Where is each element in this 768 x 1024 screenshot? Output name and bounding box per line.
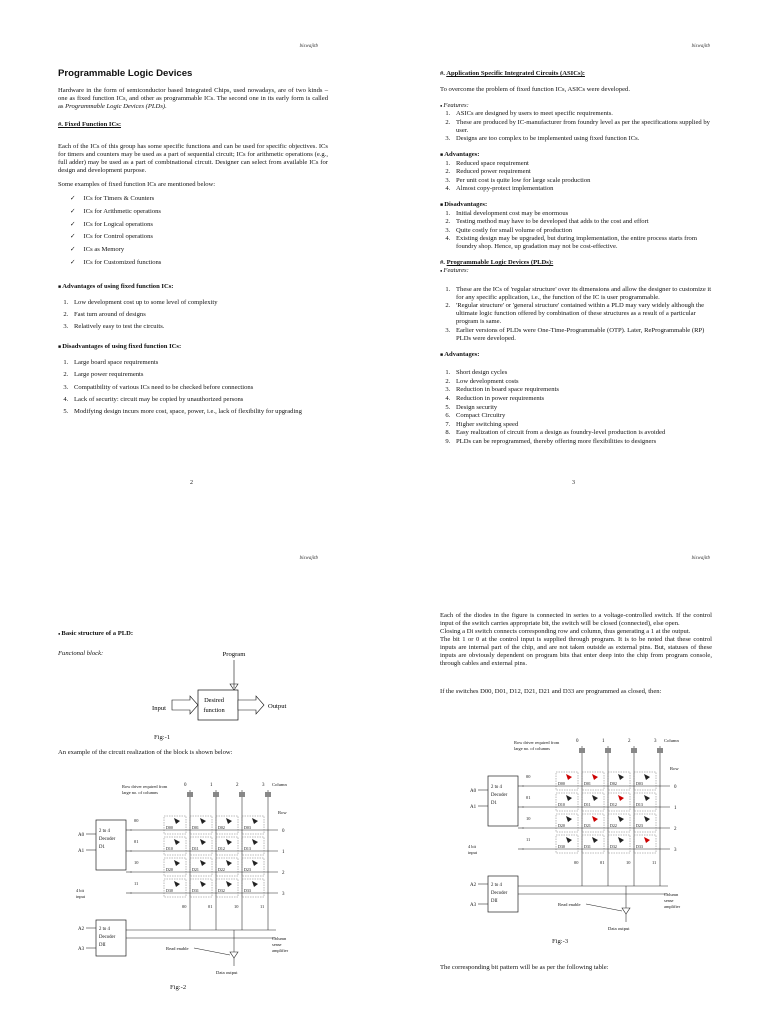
list-item: 1. ASICs are designed by users to meet specific requirements. [452,110,712,118]
diode-symbol [226,839,232,845]
diode-label: D01 [192,825,199,830]
row-driver [265,792,271,797]
column-number: 0 [184,783,187,788]
function-box [198,690,238,720]
row-number: 2 [674,827,677,832]
data-output-label: Data output [216,970,238,975]
list-item: 3. Designs are too complex to be implemented using fixed function ICs. [452,135,712,143]
diode-label: D13 [636,802,643,807]
input-label: A2 [470,883,477,888]
row-driver [657,748,663,753]
sense-label: Column [272,936,287,941]
row-driver-label: large no. of columns [122,790,159,795]
fig2-caption: Fig:-2 [170,984,187,991]
asic-advantages-list [452,160,712,194]
wire [194,948,230,955]
example-line: An example of the circuit realization of the block is shown below: [58,749,233,756]
diode-label: D31 [192,888,199,893]
diode-symbol [618,774,624,780]
pld-circuit-diagram-fig3 [468,736,706,932]
column-code: 00 [182,904,187,909]
output-arrow [238,696,264,714]
row-driver [605,748,611,753]
list-item: ✓ ICs for Timers & Counters [70,195,328,203]
column-code: 00 [574,860,579,865]
diode-label: D00 [166,825,173,830]
diode-symbol [252,818,258,824]
advantages-list [70,299,328,331]
sense-label: sense [664,898,674,903]
fig3-caption: Fig:-3 [552,938,569,945]
diode-symbol [644,795,650,801]
row-code: 00 [134,818,139,823]
column-code: 01 [208,904,213,909]
list-item: 2. Testing method may have to be developed that adds to the cost and effort [452,218,712,226]
diode-symbol [618,816,624,822]
four-bit-label: 4 bit [468,844,476,849]
asic-disadvantages-label: ■ Disadvantages: [440,201,712,209]
row-number: 2 [282,871,285,876]
list-item: 4. Lack of security: circuit may be copied by unauthorized persons [70,396,328,404]
list-item: 3. Compatibility of various ICs need to be checked before connections [70,384,328,392]
fixed-function-heading: #. Fixed Function ICs: [58,120,122,128]
column-number: 3 [262,783,265,788]
diode-label: D30 [166,888,173,893]
row-number: 1 [282,850,285,855]
row-driver-label: large no. of columns [514,746,551,751]
list-item: ✓ ICs for Customized functions [70,259,328,267]
page-4 [0,512,384,1024]
decoder-label: Decoder [99,935,116,940]
page-number: 3 [572,480,575,486]
diode-label: D21 [584,823,591,828]
page-3 [384,0,768,512]
pld-features-label: ● Features: [440,267,712,275]
program-paragraph: The bit 1 or 0 at the control input is supplied through program. It is to be noted that these control inputs are internal part of the chip, and are not taken outside as external pins. But, statuses of these inputs are obviously dependent on program bits that enter deep into the chip from program console, through cables and external pins. [440,636,712,668]
diode-symbol [644,774,650,780]
row-number: 3 [282,892,285,897]
diode-label: D11 [584,802,591,807]
column-number: 0 [576,739,579,744]
diode-label: D00 [558,781,565,786]
diode-symbol [200,839,206,845]
decoder-label: Decoder [491,891,508,896]
four-bit-label: input [468,850,478,855]
program-label: Program [222,651,246,658]
list-item: ✓ ICs for Arithmetic operations [70,208,328,216]
input-label: A1 [78,849,85,854]
list-item: 3. Earlier versions of PLDs were One-Time-Programmable (OTP). Later, ReProgrammable (RP) PLDs were developed. [452,327,712,343]
diode-label: D32 [218,888,225,893]
diode-symbol [644,816,650,822]
diode-label: D22 [218,867,225,872]
diode-label: D02 [610,781,617,786]
column-number: 2 [628,739,631,744]
asic-intro: To overcome the problem of fixed function ICs, ASICs were developed. [440,86,630,94]
diode-symbol [566,774,572,780]
row-code: 00 [526,774,531,779]
diode-label: D03 [244,825,251,830]
sense-label: Column [664,892,679,897]
diode-symbol [566,837,572,843]
row-driver [631,748,637,753]
diode-label: D23 [636,823,643,828]
list-item: 1. Initial development cost may be enormous [452,210,712,218]
input-label: A0 [470,789,477,794]
diode-label: D21 [192,867,199,872]
diode-symbol [618,837,624,843]
row-code: 10 [134,860,139,865]
output-label: Output [268,703,287,710]
intro-paragraph: Hardware in the form of semiconductor based Integrated Chips, used nowadays, are of two kinds – one as fixed function ICs, and other as programmable ICs. The second one in its early form is called as Programmable Logic Devices (PLDs). [58,86,328,110]
decoder-label: D1 [99,845,105,850]
fig1-caption: Fig:-1 [154,734,171,741]
input-label: Input [152,705,166,712]
diode-label: D23 [244,867,251,872]
author-header: biswajitb [691,556,710,561]
diode-label: D33 [636,844,643,849]
diode-symbol [592,774,598,780]
examples-lead: Some examples of fixed function ICs are mentioned below: [58,180,216,188]
row-number: 1 [674,806,677,811]
decoder-label: 2 to 4 [99,927,110,932]
diode-symbol [566,816,572,822]
page-5-content [440,612,712,702]
column-label: Column [272,782,287,787]
diode-label: D11 [192,846,199,851]
four-bit-label: 4 bit [76,888,84,893]
list-item: 3. Relatively easy to test the circuits. [70,323,328,331]
asic-heading: #. Application Specific Integrated Circuits (ASICs): [440,70,585,77]
row-number: 3 [674,848,677,853]
diode-label: D13 [244,846,251,851]
row-code: 01 [134,839,139,844]
asic-disadvantages-list [452,210,712,252]
row-driver [213,792,219,797]
diode-symbol [226,818,232,824]
page-number: 2 [190,480,193,486]
sense-amplifier [230,952,238,958]
row-code: 01 [526,795,531,800]
sense-label: amplifier [664,904,681,909]
list-item: 1. These are the ICs of 'regular structure' over its dimensions and allow the designer to customize it for any specific application, i.e., the function of the IC is user programmable. [452,286,712,302]
diode-label: D30 [558,844,565,849]
decoder-label: Decoder [491,793,508,798]
diode-symbol [252,881,258,887]
diode-symbol [200,881,206,887]
table-line: The corresponding bit pattern will be as per the following table: [440,964,609,971]
diode-label: D31 [584,844,591,849]
page-title: Programmable Logic Devices [58,68,193,79]
data-output-label: Data output [608,926,630,931]
fixed-function-paragraph: Each of the ICs of this group has some specific functions and can be used for specific objectives. ICs for timers and counters may be used as a part of sequential circuit; ICs for arithmetic operations (e.g., full adder) may be used as a part of combinational circuit. Designer can select from available ICs for design and development purpose. [58,142,328,174]
list-item: 2. Fast turn around of designs [70,311,328,319]
list-item: 2. Low development costs [452,378,712,386]
diode-symbol [174,860,180,866]
row-driver [579,748,585,753]
read-enable-label: Read enable [166,946,189,951]
list-item: 1. Reduced space requirement [452,160,712,168]
switch-line: If the switches D00, D01, D12, D21, D21 and D33 are programmed as closed, then: [440,688,662,696]
read-enable-label: Read enable [558,902,581,907]
list-item: 4. Almost copy-protect implementation [452,185,712,193]
list-item: 1. Low development cost up to some level of complexity [70,299,328,307]
pld-heading: #. Programmable Logic Devices (PLDs): [440,259,554,267]
diode-symbol [174,818,180,824]
decoder-label: D1 [491,801,497,806]
diode-symbol [200,860,206,866]
diode-symbol [174,839,180,845]
input-label: A3 [470,903,477,908]
list-item: 1. Large board space requirements [70,359,328,367]
input-arrow [172,696,198,714]
wire [586,904,622,911]
row-label: Row [278,810,287,815]
pld-circuit-diagram-fig2 [76,780,314,976]
functional-block-diagram [140,648,300,736]
row-driver [187,792,193,797]
row-code: 11 [134,881,139,886]
decoder-label: Decoder [99,837,116,842]
disadvantages-list [70,359,328,415]
row-driver-label: Row driver required from [514,740,560,745]
column-number: 3 [654,739,657,744]
diode-label: D12 [610,802,617,807]
page-3-content [440,70,712,447]
column-code: 11 [652,860,657,865]
diode-label: D02 [218,825,225,830]
closing-paragraph: Closing a Di switch connects corresponding row and column, thus generating a 1 at the output. [440,628,691,636]
page-2-content [58,0,328,420]
pld-features-list [452,286,712,343]
diode-label: D22 [610,823,617,828]
row-number: 0 [674,785,677,790]
disadvantages-heading: ■ Disadvantages of using fixed function ICs: [58,343,328,351]
diode-symbol [226,881,232,887]
column-code: 01 [600,860,605,865]
row-driver [239,792,245,797]
diode-symbol [174,881,180,887]
diode-label: D10 [558,802,565,807]
column-number: 1 [602,739,605,744]
sense-label: amplifier [272,948,289,953]
author-header: biswajitb [299,556,318,561]
diode-symbol [566,795,572,801]
column-code: 11 [260,904,265,909]
author-header: biswajitb [299,44,318,49]
decoder-label: 2 to 4 [491,883,502,888]
list-item: 8. Easy realization of circuit from a design as foundry-level production is avoided [452,429,712,437]
diode-symbol [226,860,232,866]
input-label: A3 [78,947,85,952]
diode-symbol [592,795,598,801]
input-label: A1 [470,805,477,810]
row-number: 0 [282,829,285,834]
list-item: 1. Short design cycles [452,369,712,377]
list-item: 9. PLDs can be reprogrammed, thereby offering more flexibilities to designers [452,438,712,446]
features-list [452,110,712,143]
list-item: 2. These are produced by IC-manufacturer from foundry level as per the specifications supplied by user. [452,119,712,135]
diode-label: D01 [584,781,591,786]
column-code: 10 [626,860,631,865]
list-item: 3. Per unit cost is quite low for large scale production [452,177,712,185]
list-item: 5. Modifying design incurs more cost, space, power, i.e., lack of flexibility for upgrading [70,408,328,416]
diode-label: D10 [166,846,173,851]
decoder-label: 2 to 4 [491,785,502,790]
svg-text:function: function [203,707,225,714]
svg-text:Desired: Desired [204,697,224,704]
sense-label: sense [272,942,282,947]
advantages-heading: ■ Advantages of using fixed function ICs: [58,283,328,291]
diode-symbol [618,795,624,801]
diode-symbol [592,816,598,822]
diode-symbol [644,837,650,843]
author-header: biswajitb [691,44,710,49]
pld-advantages-list [452,369,712,446]
asic-advantages-label: ■ Advantages: [440,151,712,159]
list-item: ✓ ICs for Logical operations [70,221,328,229]
examples-list [70,195,328,267]
list-item: 3. Reduction in board space requirements [452,386,712,394]
diode-label: D03 [636,781,643,786]
list-item: 2. Reduced power requirement [452,168,712,176]
list-item: 4. Reduction in power requirements [452,395,712,403]
row-code: 10 [526,816,531,821]
functional-block-label: Funcional block: [58,650,104,658]
diode-symbol [252,860,258,866]
input-label: A0 [78,833,85,838]
column-number: 1 [210,783,213,788]
row-label: Row [670,766,679,771]
list-item: 7. Higher switching speed [452,421,712,429]
list-item: 6. Compact Circuitry [452,412,712,420]
column-number: 2 [236,783,239,788]
row-code: 11 [526,837,531,842]
decoder-label: 2 to 4 [99,829,110,834]
diode-symbol [252,839,258,845]
column-label: Column [664,738,679,743]
row-driver-label: Row driver required from [122,784,168,789]
basic-structure-heading: ● Basic structure of a PLD: [58,630,328,638]
list-item: ✓ ICs as Memory [70,246,328,254]
decoder-label: DII [491,899,498,904]
column-code: 10 [234,904,239,909]
diode-label: D20 [166,867,173,872]
decoder-label: DII [99,943,106,948]
list-item: 2. Large power requirements [70,371,328,379]
diode-symbol [200,818,206,824]
diode-label: D32 [610,844,617,849]
features-label: ● Features: [440,102,712,110]
diode-label: D12 [218,846,225,851]
diode-symbol [592,837,598,843]
list-item: 4. Existing design may be upgraded, but during implementation, the entire process starts from foundry shop. Hence, up gradation may not be cost-effective. [452,235,712,251]
page-5 [384,512,768,1024]
list-item: 3. Quite costly for small volume of production [452,227,712,235]
four-bit-label: input [76,894,86,899]
diode-paragraph: Each of the diodes in the figure is connected in series to a voltage-controlled switch. If the control input of the switch carries appropriate bit, the switch will be closed (connected), else open. [440,612,712,628]
diode-label: D20 [558,823,565,828]
input-label: A2 [78,927,85,932]
page-2 [0,0,384,512]
sense-amplifier [622,908,630,914]
pld-advantages-label: ■ Advantages: [440,351,712,359]
list-item: 5. Design security [452,404,712,412]
list-item: ✓ ICs for Control operations [70,233,328,241]
list-item: 2. 'Regular structure' or 'general structure' contained within a PLD may vary widely although the ultimate logic function offered by combination of these structures as a result of a particular program is same. [452,302,712,326]
diode-label: D33 [244,888,251,893]
